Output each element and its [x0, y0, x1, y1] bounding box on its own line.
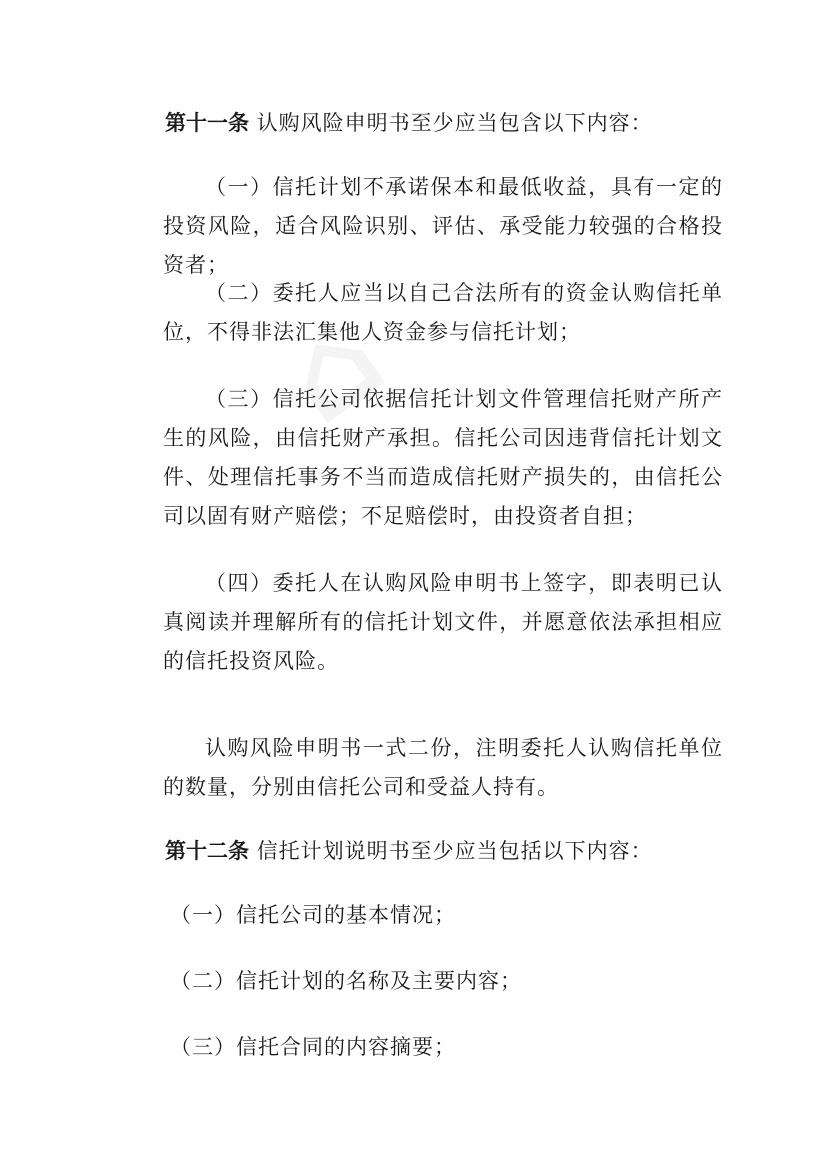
article-12-item-2: （二）信托计划的名称及主要内容； — [170, 969, 522, 993]
article-12-item-1: （一）信托公司的基本情况； — [170, 903, 456, 927]
article-12-heading — [165, 832, 725, 871]
article-11-item-4: （四）委托人在认购风险申明书上签字，即表明已认真阅读并理解所有的信托计划文件，并愿意依法承担相应的信托投资风险。 — [163, 571, 723, 673]
article-number: 第十二条 — [165, 839, 249, 863]
article-heading-text: 认购风险申明书至少应当包含以下内容： — [256, 111, 653, 135]
article-number: 第十一条 — [165, 111, 249, 135]
article-11-item-1: （一）信托计划不承诺保本和最低收益，具有一定的投资风险，适合风险识别、评估、承受能力较强的合格投资者； — [163, 175, 723, 277]
article-11-heading — [165, 104, 725, 143]
article-11-item-3: （三）信托公司依据信托计划文件管理信托财产所产生的风险，由信托财产承担。信托公司因违背信托计划文件、处理信托事务不当而造成信托财产损失的，由信托公司以固有财产赔偿；不足赔偿时，由投资者自担； — [163, 387, 723, 528]
article-heading-text: 信托计划说明书至少应当包括以下内容： — [256, 839, 653, 863]
article-11-closing: 认购风险申明书一式二份，注明委托人认购信托单位的数量，分别由信托公司和受益人持有。 — [163, 736, 723, 799]
article-12-item-3: （三）信托合同的内容摘要； — [170, 1035, 456, 1059]
article-11-item-2: （二）委托人应当以自己合法所有的资金认购信托单位，不得非法汇集他人资金参与信托计划； — [163, 281, 723, 344]
